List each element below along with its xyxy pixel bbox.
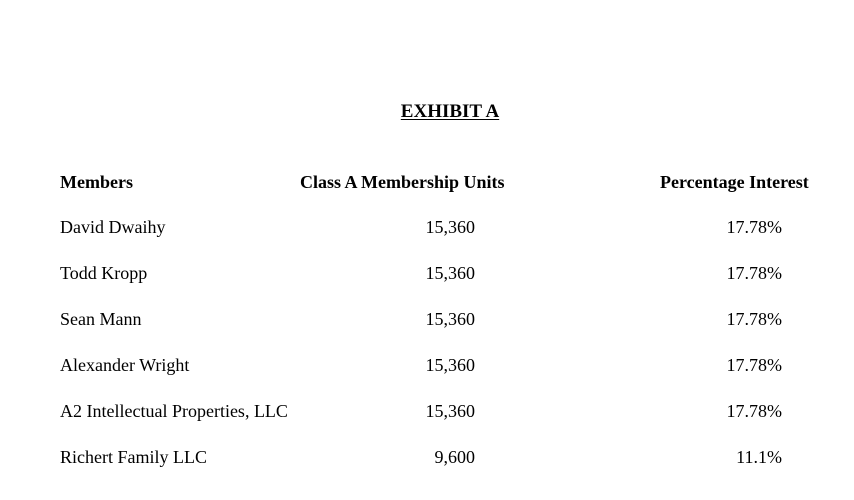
percentage-interest: 17.78% <box>726 217 782 237</box>
member-name: Todd Kropp <box>60 263 148 283</box>
member-name: Richert Family LLC <box>60 447 207 467</box>
percentage-interest: 17.78% <box>726 263 782 283</box>
exhibit-title: EXHIBIT A <box>400 101 500 122</box>
column-header-units: Class A Membership Units <box>300 172 505 192</box>
membership-units: 15,360 <box>425 263 475 283</box>
column-header-members: Members <box>60 172 133 192</box>
percentage-interest: 11.1% <box>736 447 782 467</box>
member-name: A2 Intellectual Properties, LLC <box>60 401 288 421</box>
table-row <box>0 262 854 308</box>
table-row <box>0 216 854 262</box>
membership-units: 15,360 <box>425 355 475 375</box>
membership-units: 9,600 <box>434 447 475 467</box>
member-name: Alexander Wright <box>60 355 190 375</box>
members-table-body <box>0 216 854 492</box>
percentage-interest: 17.78% <box>726 401 782 421</box>
table-row <box>0 354 854 400</box>
percentage-interest: 17.78% <box>726 355 782 375</box>
membership-units: 15,360 <box>425 309 475 329</box>
member-name: Sean Mann <box>60 309 142 329</box>
percentage-interest: 17.78% <box>726 309 782 329</box>
membership-units: 15,360 <box>425 217 475 237</box>
membership-units: 15,360 <box>425 401 475 421</box>
table-row <box>0 446 854 492</box>
table-row <box>0 400 854 446</box>
table-header-row <box>0 171 854 193</box>
column-header-percentage: Percentage Interest <box>660 172 809 192</box>
member-name: David Dwaihy <box>60 217 166 237</box>
table-row <box>0 308 854 354</box>
